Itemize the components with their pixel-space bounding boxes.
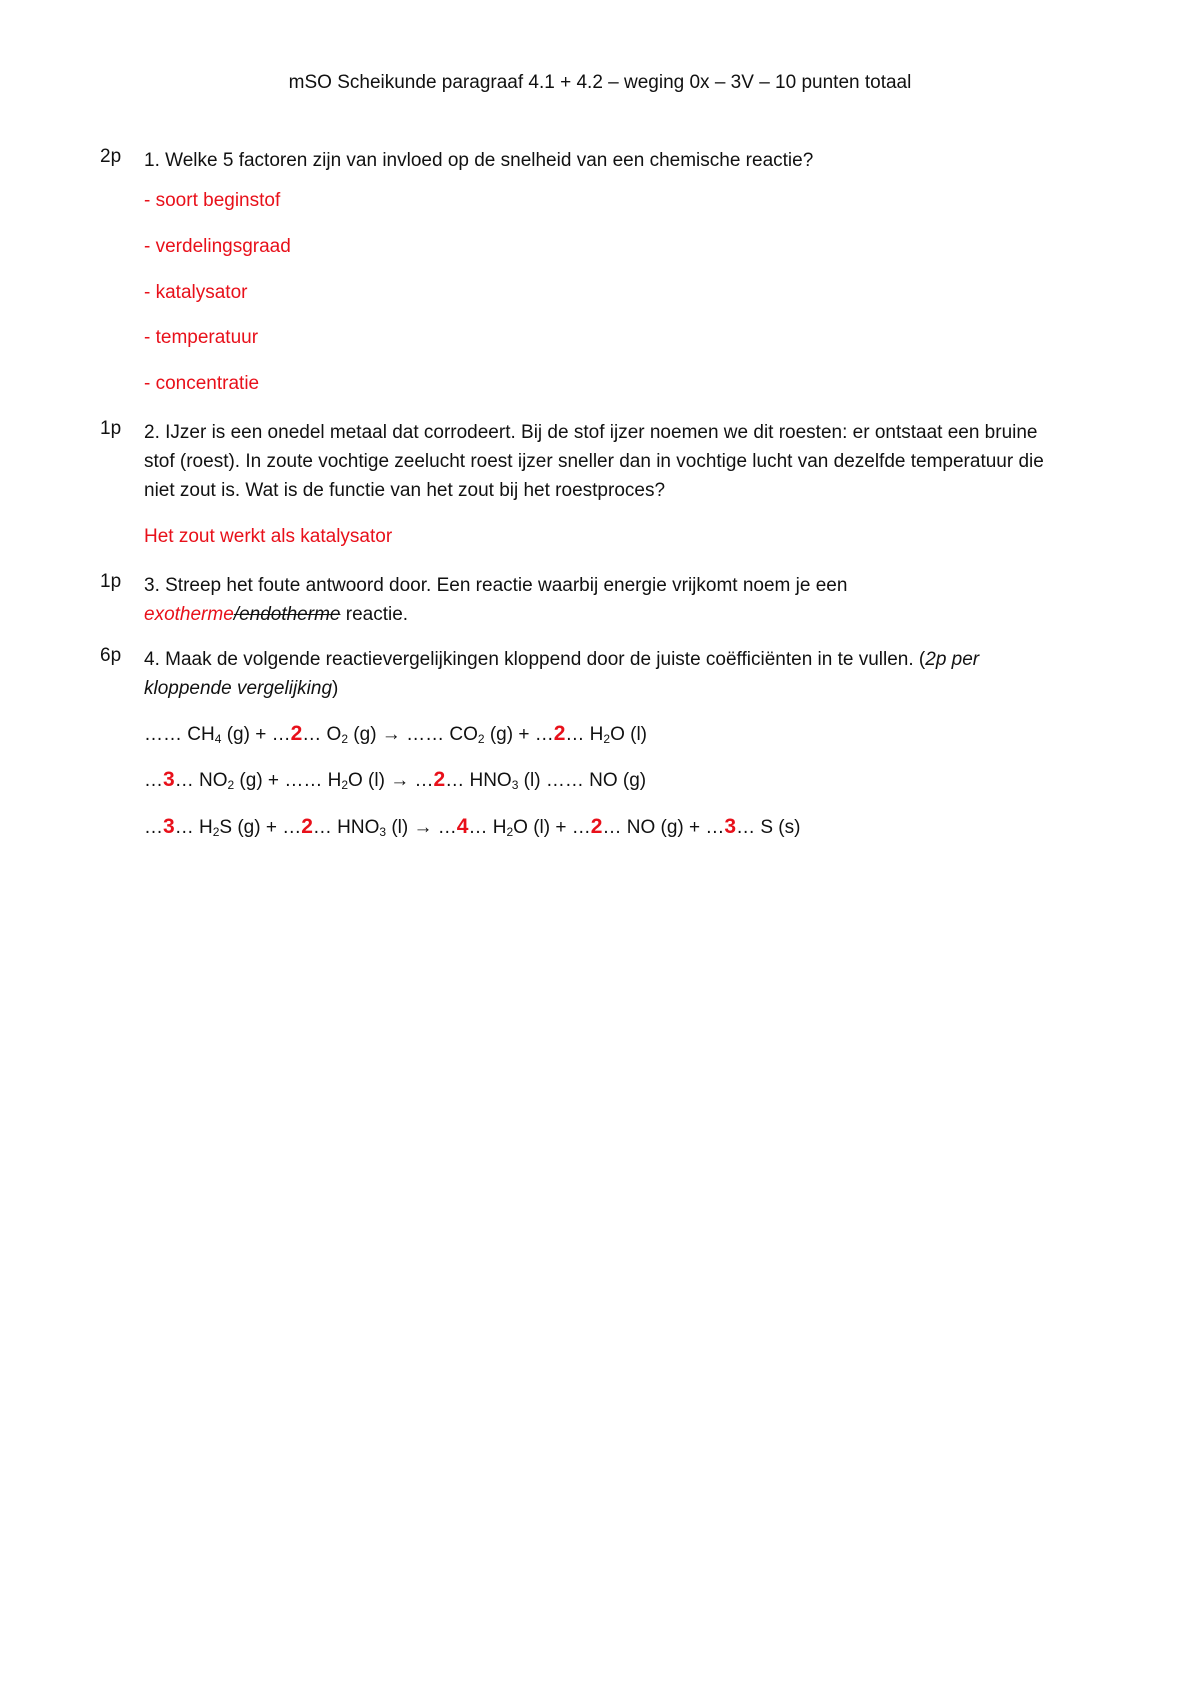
answer-1c: - katalysator: [144, 282, 248, 303]
question-2-text: 2. IJzer is een onedel metaal dat corrodeert. Bij de stof ijzer noemen we dit roesten: er ontstaat een bruine stof (roest). In zoute vochtige zeelucht roest ijzer sneller dan in vochtige lucht van dezelfde temperatuur die niet zout is. Wat is de functie van het zout bij het roestproces?: [144, 422, 1044, 501]
eq2-coef-3: 2: [433, 768, 446, 791]
answer-1d: - temperatuur: [144, 327, 259, 348]
eq3-coef-2: 2: [301, 815, 313, 838]
eq3-coef-1: 3: [163, 815, 175, 838]
answer-3-wrong: endotherme: [239, 604, 341, 625]
eq1-coef-3: ……: [406, 724, 445, 745]
eq3-coef-3: 4: [456, 815, 469, 838]
question-4-points: 6p: [100, 645, 122, 666]
question-2: [100, 418, 1060, 505]
question-3-text: 3. Streep het foute antwoord door. Een reactie waarbij energie vrijkomt noem je een: [144, 575, 848, 596]
eq2-coef-4: ……: [545, 770, 584, 791]
equation-1: …… $CH_4$ (g) + …2… $O_2$ (g) → …… $CO_2$ (g) + …2… $H_2O$ (l): [144, 722, 648, 746]
document-title: mSO Scheikunde paragraaf 4.1 + 4.2 – weging 0x – 3V – 10 punten totaal: [288, 72, 912, 93]
eq3-coef-5: 3: [724, 815, 737, 838]
eq2-coef-2: ……: [284, 770, 323, 791]
answer-3-correct: exotherme: [144, 604, 234, 625]
question-1-text: 1. Welke 5 factoren zijn van invloed op de snelheid van een chemische reactie?: [144, 150, 814, 171]
question-3: [100, 571, 1060, 629]
question-3-end: reactie.: [340, 604, 409, 625]
eq3-coef-4: 2: [590, 815, 603, 838]
answer-1b: - verdelingsgraad: [144, 236, 291, 257]
question-4-hint: 2p per kloppende vergelijking: [144, 649, 980, 699]
question-1-points: 2p: [100, 146, 122, 167]
eq1-coef-4: 2: [553, 722, 566, 745]
question-4-close: ): [332, 678, 339, 699]
answer-1e: - concentratie: [144, 373, 260, 394]
question-4-text: 4. Maak de volgende reactievergelijkingen kloppend door de juiste coëfficiënten in te vullen. (: [144, 649, 926, 670]
equation-2: …3… $NO_2$ (g) + …… $H_2O$ (l) → …2… $HNO_3$ (l) …… NO (g): [144, 768, 647, 792]
answer-2: Het zout werkt als katalysator: [144, 526, 393, 547]
answer-1a: - soort beginstof: [144, 190, 281, 211]
eq1-coef-1: ……: [144, 724, 182, 745]
question-2-points: 1p: [100, 418, 122, 439]
question-1: [100, 146, 1060, 175]
eq1-coef-2: 2: [290, 722, 303, 745]
answer-3-slash: /: [233, 604, 240, 625]
question-4: [100, 645, 1060, 703]
equation-3: …3… $H_2S$ (g) + …2… $HNO_3$ (l) → …4… $H_2O$ (l) + …2… NO (g) + …3… S (s): [144, 815, 801, 839]
question-3-points: 1p: [100, 571, 122, 592]
eq2-coef-1: 3: [163, 768, 175, 791]
